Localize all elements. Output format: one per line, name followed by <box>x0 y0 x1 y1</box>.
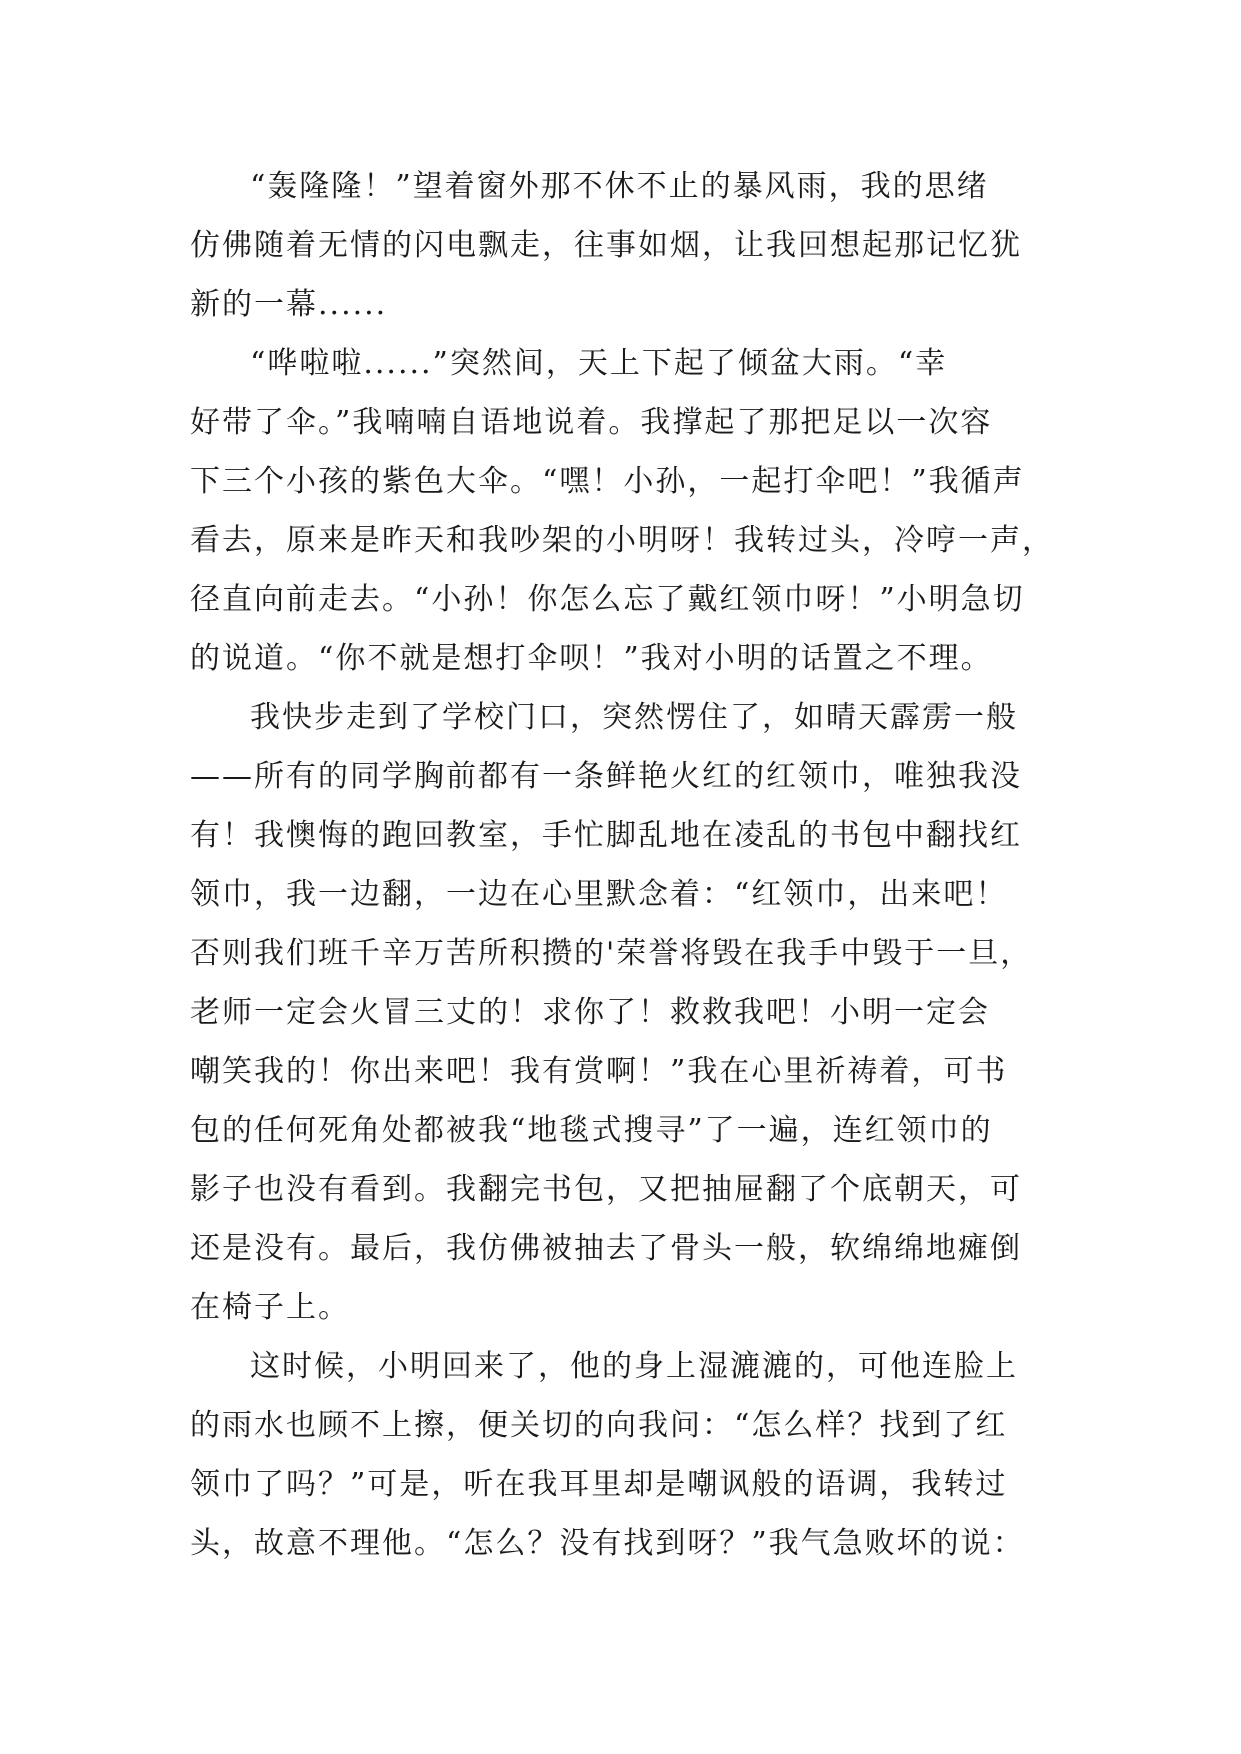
paragraph-1 <box>190 157 1070 334</box>
text-line: 领巾了吗？”可是，听在我耳里却是嘲讽般的语调，我转过 <box>190 1467 1008 1502</box>
text-line: 我快步走到了学校门口，突然愣住了，如晴天霹雳一般 <box>250 700 1018 735</box>
paragraph-3 <box>190 688 1070 1337</box>
text-line: 领巾，我一边翻，一边在心里默念着：“红领巾，出来吧！ <box>190 877 1008 912</box>
text-line: 有！我懊悔的跑回教室，手忙脚乱地在凌乱的书包中翻找红 <box>190 818 1022 853</box>
text-line: 老师一定会火冒三丈的！求你了！救救我吧！小明一定会 <box>190 995 990 1030</box>
text-line: 这时候，小明回来了，他的身上湿漉漉的，可他连脸上 <box>250 1349 1018 1384</box>
text-line: 否则我们班千辛万苦所积攒的'荣誉将毁在我手中毁于一旦， <box>190 936 1033 971</box>
text-line: 径直向前走去。“小孙！你怎么忘了戴红领巾呀！”小明急切 <box>190 582 1025 617</box>
text-line: 好带了伞。”我喃喃自语地说着。我撑起了那把足以一次容 <box>190 405 993 440</box>
text-line: 下三个小孩的紫色大伞。“嘿！小孙，一起打伞吧！”我循声 <box>190 464 1025 499</box>
text-line: 还是没有。最后，我仿佛被抽去了骨头一般，软绵绵地瘫倒 <box>190 1231 1022 1266</box>
text-line: 头，故意不理他。“怎么？没有找到呀？”我气急败坏的说： <box>190 1526 1025 1561</box>
text-line: “哗啦啦......”突然间，天上下起了倾盆大雨。“幸 <box>250 346 948 381</box>
text-line: 新的一幕...... <box>190 287 388 322</box>
text-line: 嘲笑我的！你出来吧！我有赏啊！”我在心里祈祷着，可书 <box>190 1054 1008 1089</box>
text-line: 的说道。“你不就是想打伞呗！”我对小明的话置之不理。 <box>190 641 993 676</box>
text-line: 影子也没有看到。我翻完书包，又把抽屉翻了个底朝天，可 <box>190 1172 1022 1207</box>
text-line: 包的任何死角处都被我“地毯式搜寻”了一遍，连红领巾的 <box>190 1113 993 1148</box>
text-line: “轰隆隆！”望着窗外那不休不止的暴风雨，我的思绪 <box>250 169 989 204</box>
text-line: 在椅子上。 <box>190 1290 350 1325</box>
text-line: 仿佛随着无情的闪电飘走，往事如烟，让我回想起那记忆犹 <box>190 228 1022 263</box>
text-line: 的雨水也顾不上擦，便关切的向我问：“怎么样？找到了红 <box>190 1408 1008 1443</box>
text-line: 看去，原来是昨天和我吵架的小明呀！我转过头，冷哼一声， <box>190 523 1054 558</box>
text-line: ——所有的同学胸前都有一条鲜艳火红的红领巾，唯独我没 <box>190 759 1022 794</box>
paragraph-4 <box>190 1337 1070 1573</box>
paragraph-2 <box>190 334 1070 688</box>
essay-body <box>190 157 1070 1573</box>
